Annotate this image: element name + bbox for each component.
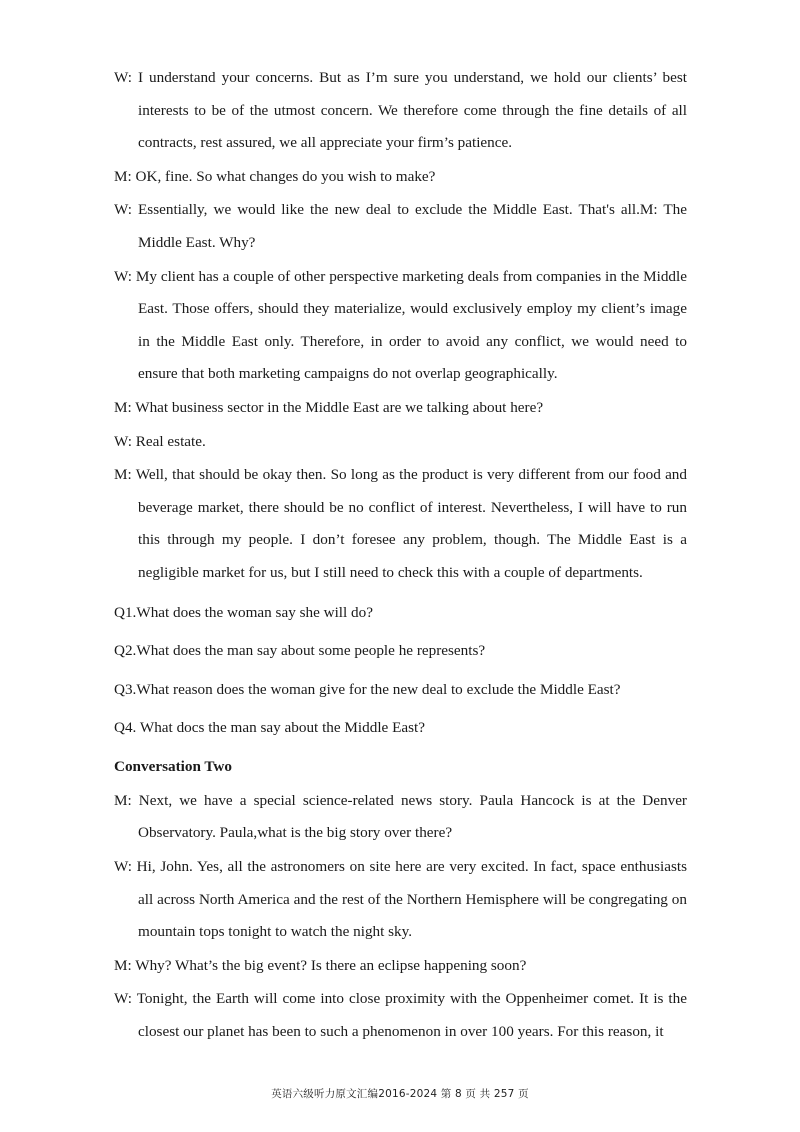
document-body	[114, 62, 687, 1049]
question-item: Q4. What docs the man say about the Middle East?	[114, 719, 425, 737]
dialogue-line: W: Hi, John. Yes, all the astronomers on site here are very excited. In fact, space enthusiasts all across North America and the rest of the Northern Hemisphere will be congregating on mountain tops tonight to watch the night sky.	[114, 858, 687, 941]
footer-text: 英语六级听力原文汇编2016-2024 第 8 页 共 257 页	[271, 1088, 529, 1100]
dialogue-line: M: Well, that should be okay then. So long as the product is very different from our food and beverage market, there should be no conflict of interest. Nevertheless, I will have to run this through my people. I don’t foresee any problem, though. The Middle East is a negligible market for us, but I still need to check this with a couple of departments.	[114, 466, 687, 581]
question-list	[114, 597, 687, 745]
dialogue-line: W: Real estate.	[114, 432, 206, 450]
dialogue-line: W: I understand your concerns. But as I’m sure you understand, we hold our clients’ best interests to be of the utmost concern. We therefore come through the fine details of all contracts, rest assured, we all appreciate your firm’s patience.	[114, 69, 687, 152]
dialogue-line: M: What business sector in the Middle East are we talking about here?	[114, 398, 544, 416]
question-item: Q1.What does the woman say she will do?	[114, 603, 373, 621]
dialogue-line: W: My client has a couple of other perspective marketing deals from companies in the Middle East. Those offers, should they materialize, would exclusively employ my client’s image in the Middle East only. Therefore, in order to avoid any conflict, we would need to ensure that both marketing campaigns do not overlap geographically.	[114, 267, 687, 383]
dialogue-line: M: Why? What’s the big event? Is there an eclipse happening soon?	[114, 956, 527, 974]
question-item: Q2.What does the man say about some people he represents?	[114, 642, 486, 660]
question-item: Q3.What reason does the woman give for the new deal to exclude the Middle East?	[114, 680, 621, 698]
dialogue-line: W: Essentially, we would like the new deal to exclude the Middle East. That's all.M: The Middle East. Why?	[114, 201, 687, 251]
section-title: Conversation Two	[114, 757, 232, 775]
dialogue-line: W: Tonight, the Earth will come into close proximity with the Oppenheimer comet. It is the closest our planet has been to such a phenomenon in over 100 years. For this reason, it	[114, 990, 687, 1041]
dialogue-line: M: Next, we have a special science-related news story. Paula Hancock is at the Denver Observatory. Paula,what is the big story over there?	[114, 791, 687, 842]
dialogue-line: M: OK, fine. So what changes do you wish to make?	[114, 167, 436, 185]
page-footer	[0, 1086, 800, 1101]
